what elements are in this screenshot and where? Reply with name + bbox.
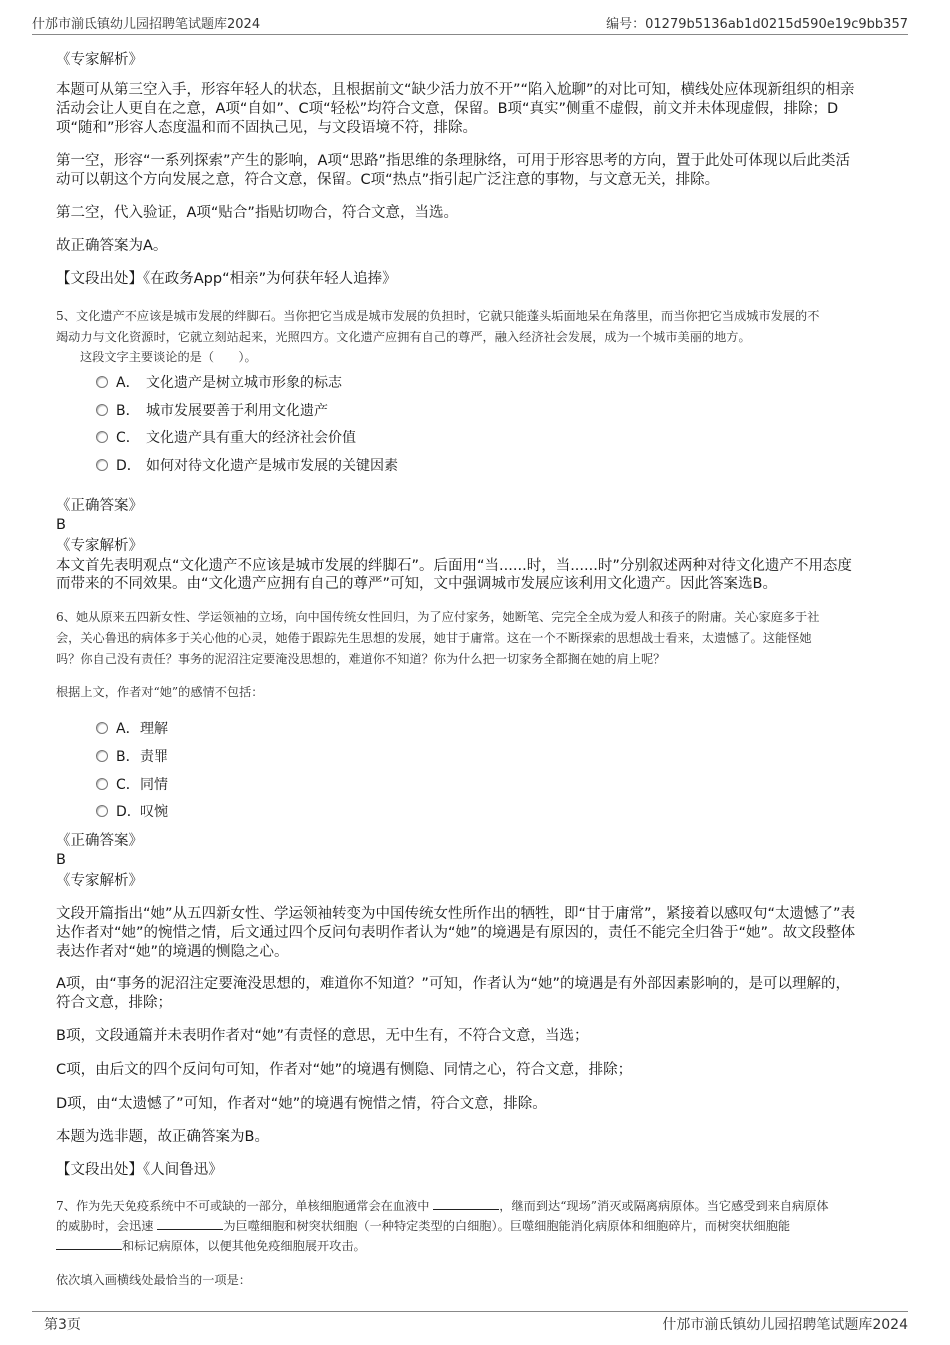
q6-analysis-d: C项，由后文的四个反问句可知，作者对“她”的境遇有恻隐、同情之心，符合文意，排除； [56, 1062, 633, 1078]
q6-analysis-f: 本题为选非题，故正确答案为B。 [56, 1129, 269, 1145]
q6-analysis-b-line2: 符合文意，排除； [56, 995, 172, 1011]
q6-option-a[interactable]: A．理解 [96, 718, 168, 738]
q5-analysis-line1: 本文首先表明观点“文化遗产不应该是城市发展的绊脚石”。后面用“当......时，当......时”分别叙述两种对待文化遗产不用态度 [56, 558, 852, 574]
q4-analysis-p1-line1: 本题可从第三空入手，形容年轻人的状态，且根据前文“缺少活力放不开”“陷入尬聊”的对比可知，横线处应体现新组织的相亲 [56, 82, 855, 98]
header-title: 什邡市湔氐镇幼儿园招聘笔试题库2024 [32, 17, 261, 32]
q6-option-c[interactable]: C．同情 [96, 774, 168, 794]
q5-analysis-line2: 而带来的不同效果。由“文化遗产应拥有自己的尊严”可知，文中强调城市发展应该利用文化遗产。因此答案选B。 [56, 576, 777, 592]
q4-analysis-p3: 第二空，代入验证，A项“贴合”指贴切吻合，符合文意，当选。 [56, 205, 458, 221]
radio-icon[interactable] [96, 431, 108, 443]
q6-analysis-a-line3: 表达作者对“她”的境遇的恻隐之心。 [56, 944, 289, 960]
q6-analysis-c: B项，文段通篇并未表明作者对“她”有责怪的意思，无中生有，不符合文意，当选； [56, 1028, 589, 1044]
q4-analysis-p2-line1: 第一空，形容“一系列探索”产生的影响，A项“思路”指思维的条理脉络，可用于形容思考的方向，置于此处可体现以后此类活 [56, 153, 850, 169]
radio-icon[interactable] [96, 459, 108, 471]
header-divider [32, 34, 908, 35]
q4-analysis-p1-line3: 项“随和”形容人态度温和而不固执己见，与文段语境不符，排除。 [56, 120, 478, 136]
footer-title: 什邡市湔氐镇幼儿园招聘笔试题库2024 [662, 1317, 908, 1333]
q5-stem-line1: 5、文化遗产不应该是城市发展的绊脚石。当你把它当成是城市发展的负担时，它就只能蓬头垢面地呆在角落里，而当你把它当成城市发展的不 [56, 309, 820, 323]
q5-question: 这段文字主要谈论的是（ ）。 [80, 350, 257, 364]
fill-blank-1 [433, 1198, 499, 1210]
q5-answer-label: 《正确答案》 [56, 498, 143, 514]
q7-stem-line3: 和标记病原体，以便其他免疫细胞展开攻击。 [56, 1236, 902, 1256]
fill-blank-2 [157, 1218, 223, 1230]
q6-question: 根据上文，作者对“她”的感情不包括： [56, 685, 264, 699]
footer-divider [32, 1311, 908, 1312]
q7-stem-line2: 的威胁时，会迅速 为巨噬细胞和树突状细胞（一种特定类型的白细胞）。巨噬细胞能消化病原体和细胞碎片，而树突状细胞能 [56, 1219, 791, 1233]
q6-analysis-e: D项，由“太遗憾了”可知，作者对“她”的境遇有惋惜之情，符合文意，排除。 [56, 1096, 547, 1112]
q4-analysis-label: 《专家解析》 [56, 52, 143, 68]
q7-question: 依次填入画横线处最恰当的一项是： [56, 1273, 251, 1287]
q6-stem-line2: 会，关心鲁迅的病体多于关心他的心灵，她倦于跟踪先生思想的发展，她甘于庸常。这在一个不断探索的思想战士看来，太遗憾了。这能怪她 [56, 631, 812, 645]
q6-analysis-a-line2: 达作者对“她”的惋惜之情，后文通过四个反问句表明作者认为“她”的境遇是有原因的，责任不能完全归咎于“她”。故文段整体 [56, 925, 856, 941]
radio-icon[interactable] [96, 805, 108, 817]
q5-option-d[interactable]: D． 如何对待文化遗产是城市发展的关键因素 [96, 455, 398, 475]
q6-answer: B [56, 852, 66, 868]
radio-icon[interactable] [96, 404, 108, 416]
q6-analysis-label: 《专家解析》 [56, 873, 143, 889]
page-number: 第3页 [44, 1317, 81, 1333]
page-header [32, 13, 908, 35]
header-code: 编号：01279b5136ab1d0215d590e19c9bb357 [606, 17, 908, 32]
q6-analysis-b-line1: A项，由“事务的泥沼注定要淹没思想的，难道你不知道？”可知，作者认为“她”的境遇是有外部因素影响的，是可以理解的， [56, 976, 850, 992]
q4-analysis-p1-line2: 活动会让人更自在之意，A项“自如”、C项“轻松”均符合文意，保留。B项“真实”侧重不虚假，前文并未体现虚假，排除；D [56, 101, 839, 117]
q5-stem-line2: 竭动力与文化资源时，它就立刻站起来，光照四方。文化遗产应拥有自己的尊严，融入经济社会发展，成为一个城市美丽的地方。 [56, 330, 751, 344]
q5-answer: B [56, 517, 66, 533]
q4-source: 【文段出处】《在政务App“相亲”为何获年轻人追捧》 [56, 271, 397, 287]
q6-source: 【文段出处】《人间鲁迅》 [56, 1162, 223, 1178]
q6-stem-line1: 6、她从原来五四新女性、学运领袖的立场，向中国传统女性回归，为了应付家务，她断笔、完完全全成为爱人和孩子的附庸。关心家庭多于社 [56, 610, 820, 624]
q5-analysis-label: 《专家解析》 [56, 538, 143, 554]
radio-icon[interactable] [96, 376, 108, 388]
q4-analysis-p4: 故正确答案为A。 [56, 238, 168, 254]
fill-blank-3 [56, 1238, 122, 1250]
q7-stem-line1: 7、作为先天免疫系统中不可或缺的一部分，单核细胞通常会在血液中 ，继而到达“现场”消灭或隔离病原体。当它感受到来自病原体 [56, 1199, 829, 1213]
q5-option-c[interactable]: C． 文化遗产具有重大的经济社会价值 [96, 427, 356, 447]
q6-stem-line3: 吗？你自己没有责任？事务的泥沼注定要淹没思想的，难道你不知道？你为什么把一切家务全都搁在她的肩上呢？ [56, 652, 666, 666]
radio-icon[interactable] [96, 778, 108, 790]
q6-answer-label: 《正确答案》 [56, 833, 143, 849]
q4-analysis-p2-line2: 动可以朝这个方向发展之意，符合文意，保留。C项“热点”指引起广泛注意的事物，与文意无关，排除。 [56, 172, 720, 188]
q6-option-d[interactable]: D．叹惋 [96, 801, 168, 821]
radio-icon[interactable] [96, 750, 108, 762]
q6-analysis-a-line1: 文段开篇指出“她”从五四新女性、学运领袖转变为中国传统女性所作出的牺牲，即“甘于庸常”，紧接着以感叹句“太遗憾了”表 [56, 906, 856, 922]
q5-option-b[interactable]: B． 城市发展要善于利用文化遗产 [96, 400, 328, 420]
q5-option-a[interactable]: A． 文化遗产是树立城市形象的标志 [96, 372, 342, 392]
q6-option-b[interactable]: B．责罪 [96, 746, 168, 766]
radio-icon[interactable] [96, 722, 108, 734]
